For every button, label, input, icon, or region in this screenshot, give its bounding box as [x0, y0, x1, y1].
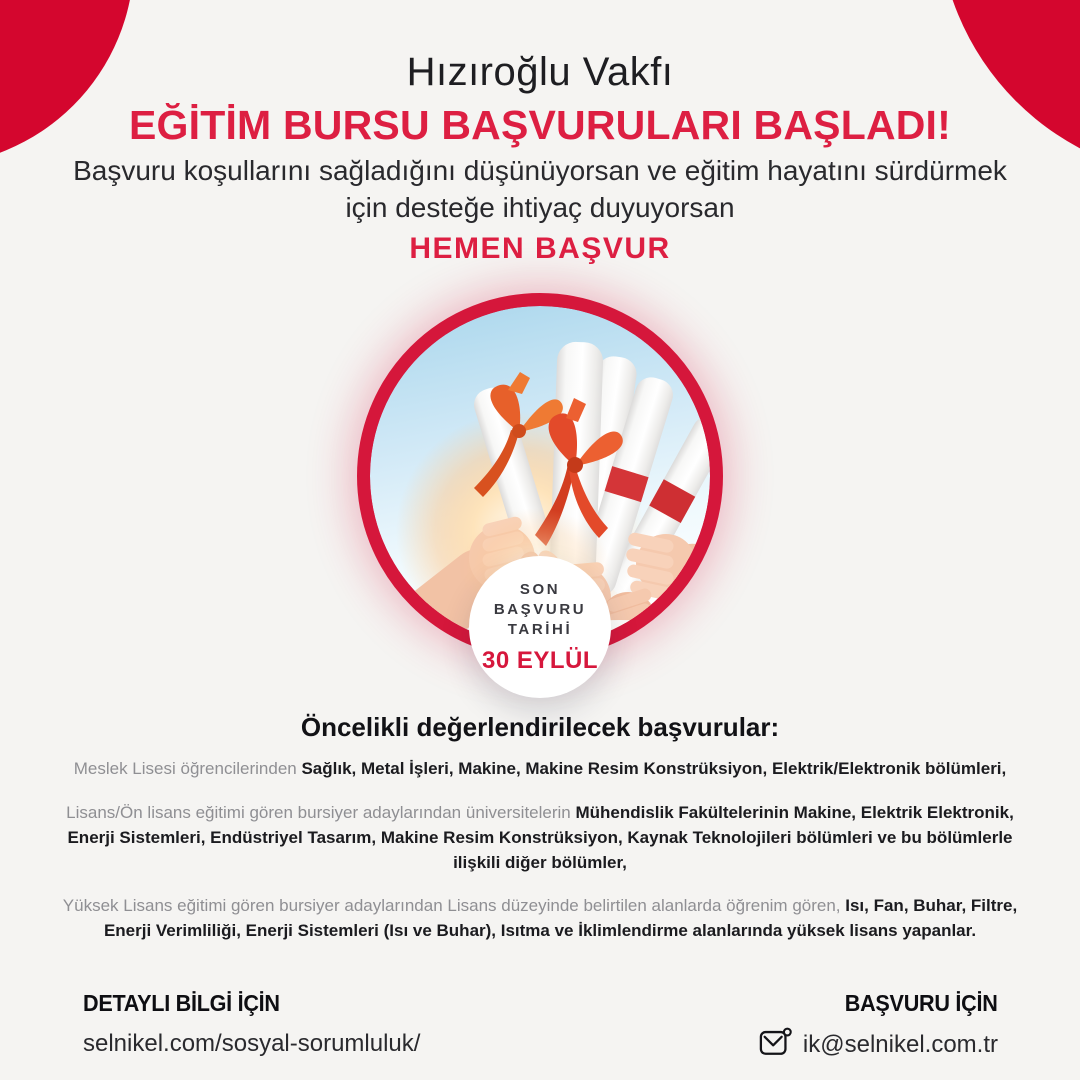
priority-paragraph: [62, 756, 1018, 781]
paragraph-normal-text: Yüksek Lisans eğitimi gören bursiyer adaylarından Lisans düzeyinde belirtilen alanlarda öğrenim gören,: [62, 896, 846, 915]
apply-label: BAŞVURU İÇİN: [845, 990, 998, 1016]
paragraph-bold-text: Sağlık, Metal İşleri, Makine, Makine Resim Konstrüksiyon, Elektrik/Elektronik bölümleri,: [301, 759, 1007, 778]
priority-section-heading: Öncelikli değerlendirilecek başvurular:: [300, 712, 780, 742]
footer-apply-block: [759, 990, 998, 1064]
organization-title: Hızıroğlu Vakfı: [406, 50, 674, 94]
footer-info-block: [83, 990, 420, 1058]
deadline-label-line: BAŞVURU: [493, 600, 587, 618]
envelope-icon: [759, 1026, 793, 1064]
paragraph-normal-text: Lisans/Ön lisans eğitimi gören bursiyer adaylarından üniversitelerin: [66, 803, 576, 822]
subtitle: Başvuru koşullarını sağladığını düşünüyorsan ve eğitim hayatını sürdürmek için desteğe ihtiyaç duyuyorsan: [73, 155, 1007, 223]
deadline-label-line: TARİHİ: [507, 620, 573, 638]
deadline-label-line: SON: [519, 580, 561, 598]
priority-paragraph: [62, 800, 1018, 875]
info-url: selnikel.com/sosyal-sorumluluk/: [83, 1030, 421, 1057]
priority-paragraph: [62, 893, 1018, 943]
info-label: DETAYLI BİLGİ İÇİN: [83, 990, 280, 1016]
paragraph-bold-text: Isı, Fan, Buhar, Filtre, Enerji Verimliliği, Enerji Sistemleri (Isı ve Buhar), Isıtma ve İklimlendirme alanlarında yüksek lisans yapanlar.: [103, 896, 1018, 940]
paragraph-normal-text: Meslek Lisesi öğrencilerinden: [73, 759, 302, 778]
deadline-date: 30 EYLÜL: [481, 646, 599, 674]
paragraph-bold-text: Mühendislik Fakültelerinin Makine, Elektrik Elektronik, Enerji Sistemleri, Endüstriyel Tasarım, Makine Resim Konstrüksiyon, Kaynak Teknolojileri bölümleri ve bu bölümlerle ilişkili diğer bölümler,: [67, 803, 1014, 872]
headline: EĞİTİM BURSU BAŞVURULARI BAŞLADI!: [128, 102, 952, 148]
apply-now-cta: HEMEN BAŞVUR: [409, 232, 671, 265]
apply-email: ik@selnikel.com.tr: [802, 1031, 998, 1058]
deadline-badge: [469, 556, 611, 698]
